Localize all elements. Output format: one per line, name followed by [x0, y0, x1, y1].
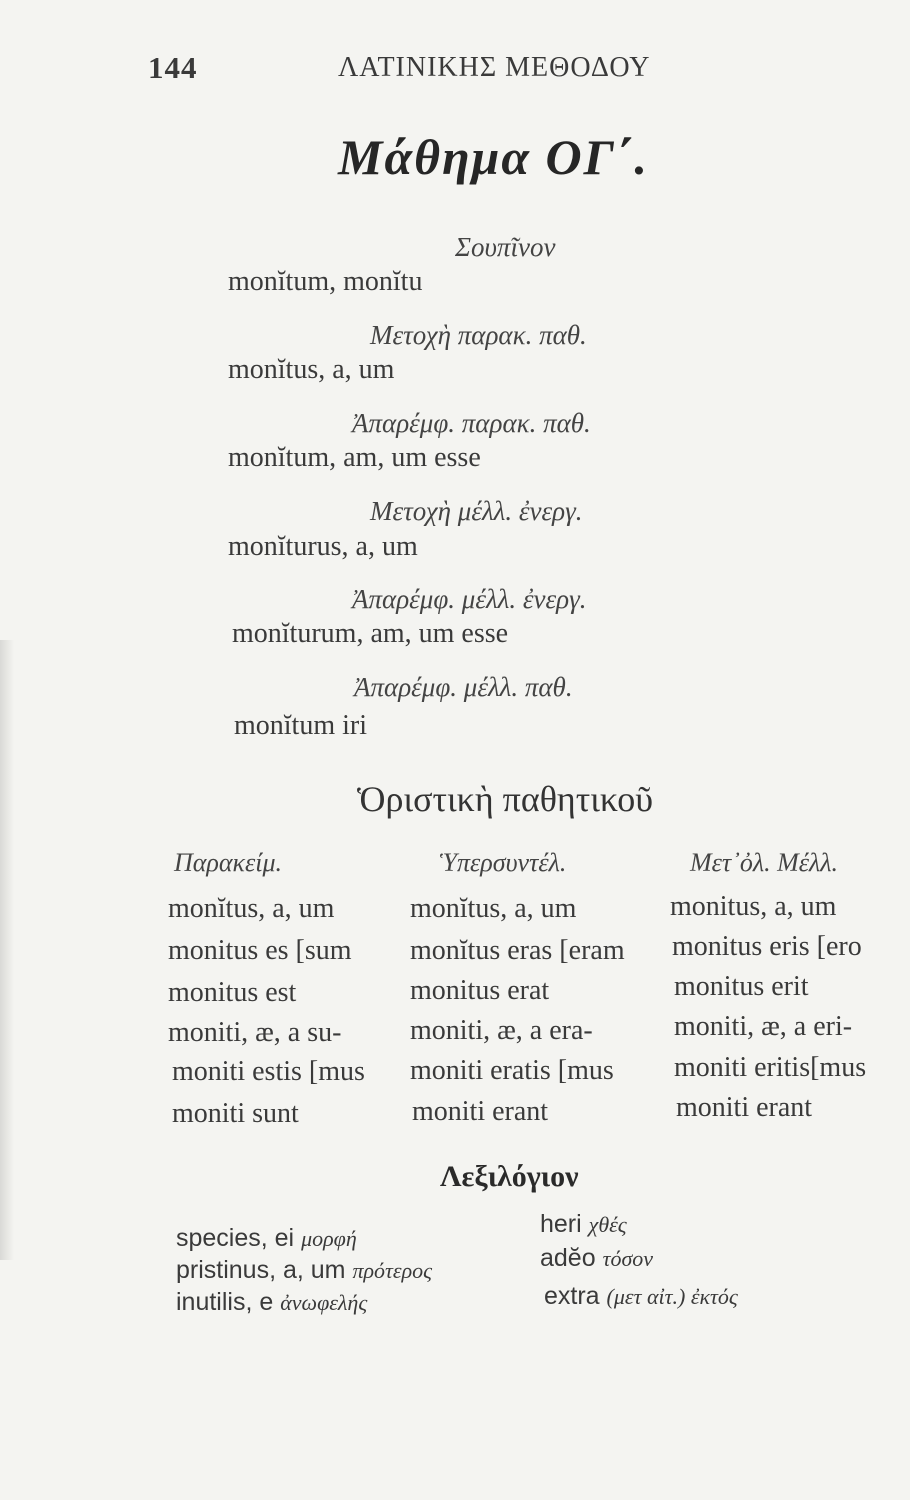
conjugation-line: moniti, æ, a era-: [410, 1015, 593, 1046]
vocabulary-entry: [540, 1210, 627, 1239]
lesson-title: Μάθημα ΟΓ΄.: [338, 129, 649, 185]
column-heading-pluperfect: Ὑπερσυντέλ.: [440, 848, 567, 877]
latin-form-line: monĭtum, am, um esse: [228, 442, 481, 473]
gloss-line: Μετοχὴ παρακ. παθ.: [370, 320, 587, 350]
vocabulary-greek: ἀνωφελής: [280, 1290, 368, 1315]
vocabulary-entry: [176, 1288, 367, 1317]
conjugation-line: monitus erat: [410, 975, 550, 1006]
running-head: ΛΑΤΙΝΙΚΗΣ ΜΕΘΟΔΟΥ: [338, 52, 651, 83]
latin-form-line: monĭturus, a, um: [228, 531, 418, 562]
gloss-line: Μετοχὴ μέλλ. ἐνεργ.: [370, 496, 583, 526]
conjugation-line: moniti sunt: [172, 1098, 299, 1129]
conjugation-line: moniti eratis [mus: [410, 1055, 614, 1086]
vocabulary-latin: adĕo: [540, 1244, 596, 1272]
conjugation-line: moniti erant: [676, 1092, 813, 1123]
vocabulary-entry: [176, 1224, 357, 1253]
gloss-line: Ἀπαρέμφ. μέλλ. παθ.: [354, 672, 573, 702]
conjugation-line: monĭtus, a, um: [168, 893, 335, 924]
column-heading-future-perfect: Μετ᾽ὀλ. Μέλλ.: [690, 848, 839, 877]
conjugation-line: monitus es [sum: [168, 935, 352, 966]
vocabulary-entry: [176, 1256, 432, 1285]
supine-line: monĭtum, monĭtu: [228, 266, 423, 297]
vocabulary-greek: μορφή: [301, 1226, 357, 1251]
vocabulary-latin: heri: [540, 1210, 582, 1238]
vocabulary-greek: (μετ αἰτ.) ἐκτός: [606, 1284, 738, 1309]
conjugation-line: monitus erit: [674, 971, 809, 1002]
conjugation-line: monitus, a, um: [670, 891, 837, 922]
gloss-line: Ἀπαρέμφ. παρακ. παθ.: [352, 408, 591, 438]
latin-form-line: monĭtum iri: [234, 710, 367, 741]
conjugation-line: moniti erant: [412, 1096, 549, 1127]
conjugation-line: moniti, æ, a su-: [168, 1017, 342, 1048]
vocabulary-latin: species, ei: [176, 1224, 295, 1252]
page-number: 144: [148, 50, 198, 85]
conjugation-line: monitus eris [ero: [672, 931, 862, 962]
page-edge-shadow: [0, 640, 14, 1260]
latin-form-line: monĭturum, am, um esse: [232, 618, 509, 649]
vocabulary-greek: χθές: [588, 1212, 627, 1237]
conjugation-line: monitus est: [168, 977, 297, 1008]
vocabulary-greek: πρότερος: [352, 1258, 433, 1283]
gloss-line: Ἀπαρέμφ. μέλλ. ἐνεργ.: [352, 584, 587, 614]
vocabulary-latin: inutilis, e: [176, 1288, 274, 1316]
conjugation-line: moniti eritis[mus: [674, 1052, 867, 1083]
conjugation-line: monĭtus, a, um: [410, 893, 577, 924]
vocabulary-latin: extra: [544, 1282, 600, 1310]
conjugation-line: moniti, æ, a eri-: [674, 1011, 853, 1042]
supine-heading: Σουπῖνον: [455, 232, 556, 262]
latin-form-line: monĭtus, a, um: [228, 354, 395, 385]
section-heading: Ὁριστικὴ παθητικοῦ: [357, 779, 654, 819]
column-heading-perfect: Παρακείμ.: [174, 848, 283, 877]
conjugation-line: moniti estis [mus: [172, 1056, 365, 1087]
conjugation-line: monĭtus eras [eram: [410, 935, 625, 966]
vocabulary-heading: Λεξιλόγιον: [440, 1160, 579, 1193]
vocabulary-entry: [540, 1244, 653, 1273]
vocabulary-entry: [544, 1282, 738, 1311]
vocabulary-greek: τόσον: [602, 1246, 654, 1271]
vocabulary-latin: pristinus, a, um: [176, 1256, 346, 1284]
